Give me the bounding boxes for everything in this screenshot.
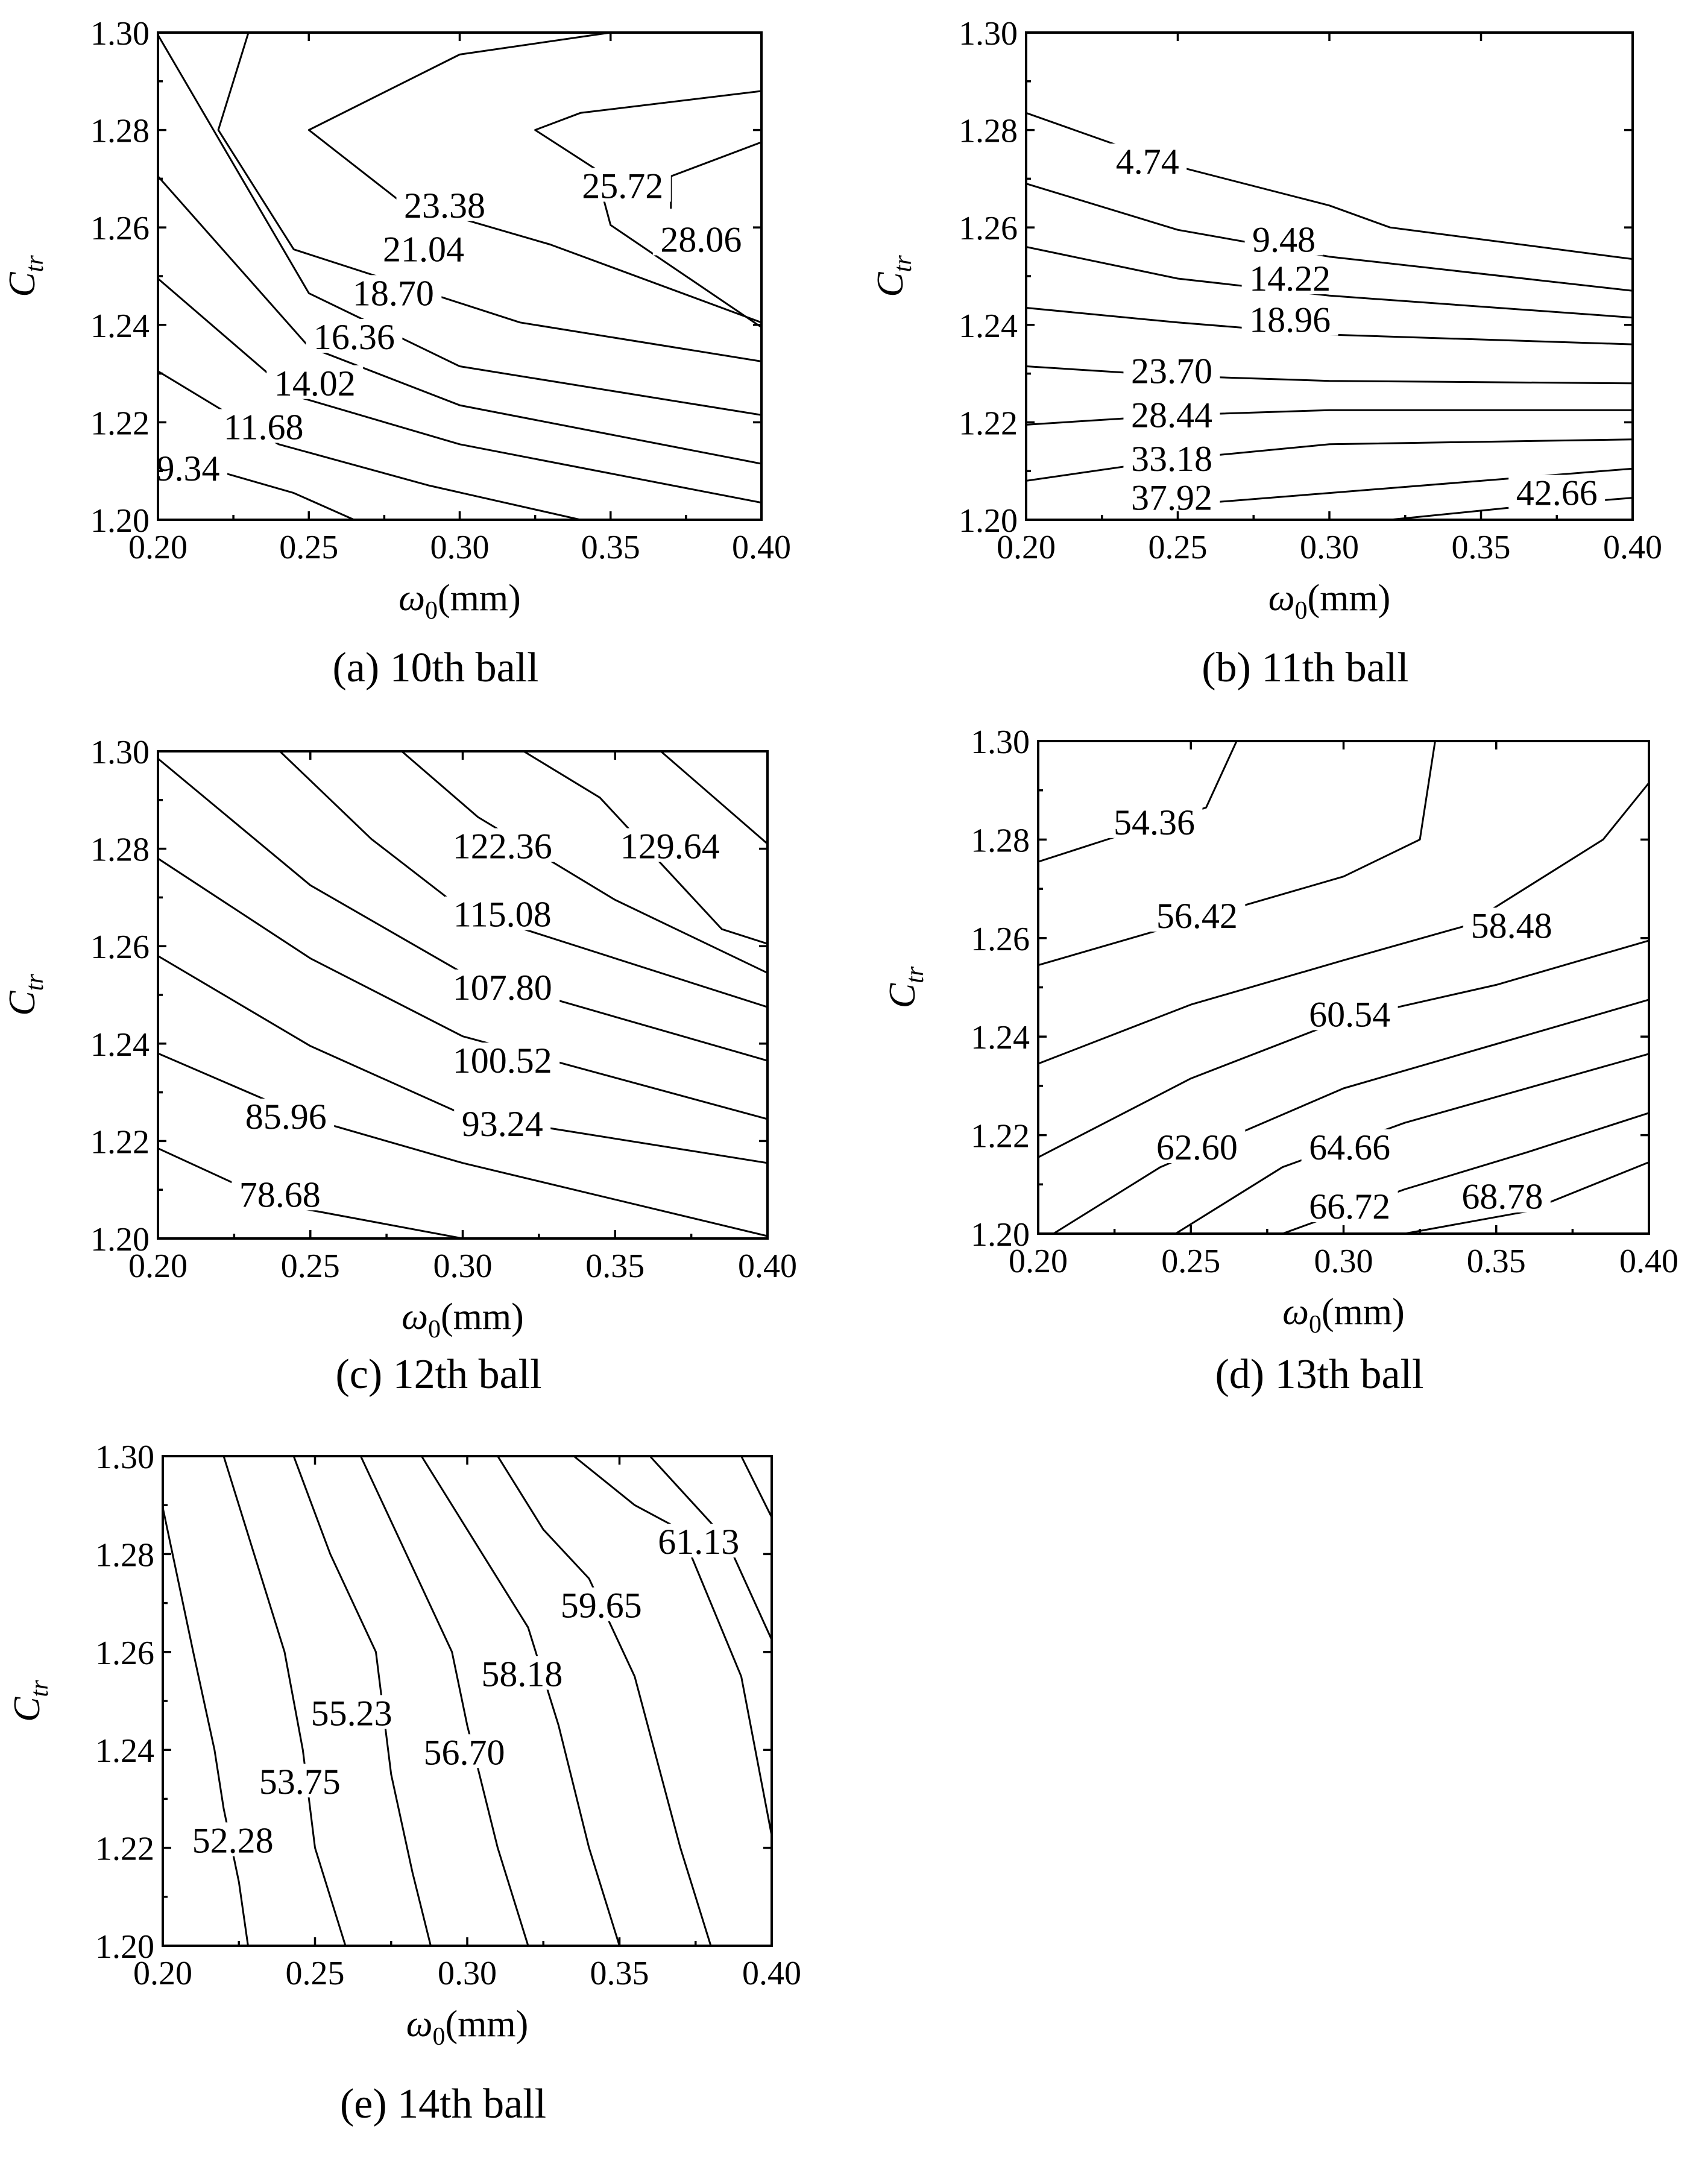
contour-panel-4 — [882, 724, 1678, 1398]
contour-level-label: 107.80 — [452, 967, 552, 1008]
x-axis-title: ω0(mm) — [406, 2004, 529, 2051]
x-tick-label: 0.30 — [1300, 529, 1359, 566]
y-tick-label: 1.30 — [959, 15, 1018, 52]
contour-level-label: 59.65 — [560, 1585, 642, 1626]
y-tick-label: 1.20 — [90, 1221, 150, 1258]
contour-line — [158, 279, 761, 503]
panel-caption: (b) 11th ball — [1202, 645, 1409, 691]
contour-level-label: 56.70 — [423, 1732, 505, 1773]
contour-panel-2 — [870, 15, 1662, 691]
y-tick-label: 1.22 — [971, 1117, 1030, 1155]
contour-level-label: 58.18 — [481, 1654, 563, 1694]
y-axis-title: Ctr — [7, 1680, 54, 1722]
y-tick-label: 1.24 — [971, 1019, 1030, 1057]
contour-level-label: 14.02 — [274, 363, 356, 403]
contour-level-label: 64.66 — [1309, 1128, 1391, 1168]
y-tick-label: 1.24 — [95, 1732, 154, 1770]
contour-level-label: 55.23 — [310, 1693, 392, 1734]
x-tick-label: 0.35 — [590, 1955, 649, 1992]
contour-level-label: 52.28 — [192, 1820, 274, 1861]
y-tick-label: 1.26 — [959, 210, 1018, 248]
y-tick-label: 1.26 — [971, 920, 1030, 958]
contour-level-label: 28.06 — [660, 219, 742, 260]
x-tick-label: 0.40 — [1619, 1243, 1678, 1280]
x-axis-title: ω0(mm) — [1282, 1292, 1405, 1339]
contour-panel-3 — [2, 734, 797, 1398]
contour-level-label: 122.36 — [452, 826, 552, 866]
contour-level-label: 56.42 — [1156, 896, 1238, 936]
x-tick-label: 0.20 — [128, 529, 188, 566]
contour-line — [1026, 410, 1633, 424]
y-tick-label: 1.20 — [959, 502, 1018, 540]
y-tick-label: 1.30 — [90, 734, 150, 771]
x-tick-label: 0.40 — [738, 1248, 797, 1285]
contour-line — [671, 142, 761, 208]
x-tick-label: 0.20 — [128, 1248, 188, 1285]
x-axis-title: ω0(mm) — [402, 1296, 524, 1343]
contour-level-label: 100.52 — [452, 1041, 552, 1081]
contour-line — [158, 371, 581, 520]
y-tick-label: 1.20 — [971, 1216, 1030, 1254]
contour-line — [742, 1456, 772, 1518]
y-tick-label: 1.24 — [90, 307, 150, 345]
contour-level-label: 54.36 — [1113, 802, 1195, 842]
y-tick-label: 1.26 — [90, 929, 150, 967]
y-tick-label: 1.30 — [971, 724, 1030, 761]
panel-caption: (e) 14th ball — [339, 2081, 547, 2127]
y-tick-label: 1.28 — [959, 112, 1018, 150]
contour-level-label: 62.60 — [1156, 1128, 1238, 1168]
contour-level-label: 85.96 — [245, 1097, 327, 1137]
contour-level-label: 4.74 — [1115, 142, 1179, 182]
contour-line — [1038, 741, 1237, 862]
y-tick-label: 1.22 — [90, 1123, 150, 1161]
y-tick-label: 1.26 — [95, 1634, 154, 1672]
y-tick-label: 1.24 — [959, 307, 1018, 345]
contour-line — [574, 1456, 772, 1835]
contour-line — [1038, 941, 1649, 1158]
panel-caption: (d) 13th ball — [1215, 1351, 1424, 1398]
y-axis-title: Ctr — [882, 966, 929, 1009]
x-tick-label: 0.20 — [133, 1955, 192, 1992]
y-tick-label: 1.24 — [90, 1026, 150, 1064]
contour-line — [1026, 367, 1633, 383]
contour-level-label: 9.34 — [156, 449, 220, 489]
contour-level-label: 23.38 — [403, 185, 485, 226]
y-axis-title: Ctr — [2, 974, 49, 1016]
x-tick-label: 0.30 — [438, 1955, 497, 1992]
x-tick-label: 0.35 — [1451, 529, 1511, 566]
contour-level-label: 33.18 — [1130, 439, 1212, 479]
contour-level-label: 129.64 — [620, 826, 720, 866]
x-tick-label: 0.25 — [279, 529, 339, 566]
x-tick-label: 0.40 — [1603, 529, 1662, 566]
x-tick-label: 0.30 — [430, 529, 490, 566]
y-tick-label: 1.22 — [95, 1830, 154, 1868]
contour-level-label: 9.48 — [1252, 219, 1316, 260]
x-tick-label: 0.40 — [732, 529, 791, 566]
x-tick-label: 0.25 — [285, 1955, 345, 1992]
y-tick-label: 1.20 — [95, 1928, 154, 1966]
contour-line — [1176, 1054, 1649, 1234]
y-axis-title: Ctr — [870, 255, 917, 297]
x-tick-label: 0.30 — [1314, 1243, 1373, 1280]
contour-panel-5 — [7, 1439, 801, 2127]
contour-level-label: 25.72 — [582, 166, 664, 206]
panel-caption: (a) 10th ball — [332, 645, 539, 691]
contour-level-label: 115.08 — [453, 894, 552, 935]
contour-line — [1026, 113, 1633, 259]
contour-level-label: 58.48 — [1470, 906, 1552, 946]
x-tick-label: 0.35 — [585, 1248, 645, 1285]
x-tick-label: 0.25 — [1148, 529, 1208, 566]
contour-level-label: 18.96 — [1249, 300, 1331, 340]
contour-level-label: 23.70 — [1130, 351, 1212, 391]
contour-level-label: 28.44 — [1130, 395, 1212, 435]
contour-level-label: 53.75 — [259, 1761, 341, 1802]
contour-level-label: 16.36 — [313, 317, 395, 357]
y-tick-label: 1.28 — [95, 1536, 154, 1574]
x-tick-label: 0.20 — [1009, 1243, 1068, 1280]
contour-level-label: 11.68 — [223, 407, 304, 447]
contour-line — [421, 1456, 619, 1946]
contour-level-label: 14.22 — [1249, 259, 1331, 299]
x-tick-label: 0.35 — [1466, 1243, 1526, 1280]
y-axis-title: Ctr — [2, 255, 49, 297]
x-tick-label: 0.25 — [280, 1248, 340, 1285]
contour-line — [535, 91, 761, 327]
y-tick-label: 1.28 — [971, 822, 1030, 860]
contour-level-label: 18.70 — [352, 273, 434, 314]
x-axis-title: ω0(mm) — [399, 578, 521, 625]
x-tick-label: 0.35 — [581, 529, 640, 566]
y-tick-label: 1.26 — [90, 210, 150, 248]
contour-level-label: 60.54 — [1309, 994, 1391, 1035]
y-tick-label: 1.22 — [959, 405, 1018, 443]
contour-line — [163, 1507, 248, 1946]
contour-level-label: 68.78 — [1461, 1176, 1543, 1217]
contour-level-label: 61.13 — [658, 1522, 740, 1562]
x-tick-label: 0.20 — [997, 529, 1056, 566]
contour-level-label: 93.24 — [461, 1104, 543, 1144]
x-tick-label: 0.30 — [433, 1248, 493, 1285]
contour-level-label: 78.68 — [239, 1175, 321, 1215]
y-tick-label: 1.30 — [95, 1439, 154, 1476]
y-tick-label: 1.28 — [90, 831, 150, 869]
y-tick-label: 1.20 — [90, 502, 150, 540]
y-tick-label: 1.28 — [90, 112, 150, 150]
panel-caption: (c) 12th ball — [335, 1351, 542, 1398]
contour-level-label: 42.66 — [1516, 473, 1598, 513]
x-axis-title: ω0(mm) — [1268, 578, 1391, 625]
x-tick-label: 0.25 — [1161, 1243, 1221, 1280]
y-tick-label: 1.30 — [90, 15, 150, 52]
y-tick-label: 1.22 — [90, 405, 150, 443]
x-tick-label: 0.40 — [742, 1955, 801, 1992]
contour-level-label: 66.72 — [1309, 1187, 1391, 1227]
contour-level-label: 37.92 — [1130, 478, 1212, 518]
contour-level-label: 21.04 — [382, 229, 464, 270]
contour-panel-1 — [2, 15, 791, 691]
